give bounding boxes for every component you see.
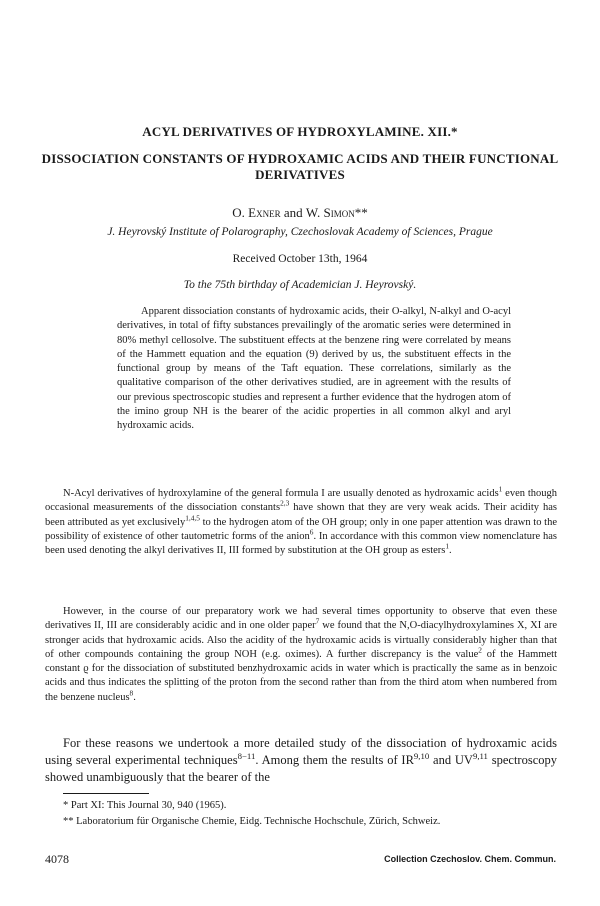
text-run: spectroscopy showed unambiguously that the bearer of the: [45, 753, 557, 784]
article-title-line2: DISSOCIATION CONSTANTS OF HYDROXAMIC ACIDS AND THEIR FUNCTIONAL DERIVATIVES: [41, 151, 559, 182]
authors: [40, 205, 560, 221]
footnote-divider: [63, 793, 149, 794]
dedication: To the 75th birthday of Academician J. Heyrovský.: [183, 279, 417, 291]
author-conjunction: and: [280, 205, 306, 220]
text-run: have shown that they are very weak acids. Their acidity has been attributed as yet exclusively: [45, 502, 557, 528]
journal-name: Collection Czechoslov. Chem. Commun.: [384, 854, 556, 864]
citation: 9,11: [472, 750, 488, 761]
abstract: Apparent dissociation constants of hydroxamic acids, their O-alkyl, N-alkyl and O-acyl derivatives, in total of fifty substances prevailingly of the aromatic series were determined in 80% methyl cellosolve. The substituent effects at the benzene ring were correlated by means of the Hammett equation and the equation (9) derived by us, the substituent effects in the functional group by means of the Taft equation. These correlations, similarly as the qualitative comparison of the other derivatives studied, are in agreement with the results of our previous spectroscopic studies and represent a further evidence that the hydrogen atom of the imino group NH is the bearer of the acidic properties in all common alkyl and aryl hydroxamic acids.: [117, 306, 511, 432]
citation: 2: [478, 645, 482, 655]
text-run: .: [133, 691, 136, 703]
footnote-1: * Part XI: This Journal 30, 940 (1965).: [63, 800, 227, 811]
citation: 2,3: [280, 498, 290, 508]
citation: 1: [445, 541, 450, 551]
text-run: we found that the N,O-diacylhydroxylamines X, XI are stronger acids that hydroxamic acids. Also the acidity of the hydroxamic acids is virtually considerably higher than that of other compounds containing the group NOH (e.g. oximes). A further discrepancy is the value: [45, 620, 557, 660]
text-run: to the hydrogen atom of the OH group; only in one paper attention was drawn to the possibility of existence of other tautometric forms of the anion: [45, 516, 557, 542]
citation: 8: [129, 688, 134, 698]
text-run: . In accordance with this common view nomenclature has been used denoting the alkyl derivatives II, III formed by substitution at the OH group as esters: [45, 530, 557, 557]
text-run: . Among them the results of IR: [255, 753, 414, 767]
citation: 8−11: [237, 750, 256, 761]
text-run: .: [449, 545, 452, 557]
text-run: of the Hammett constant ϱ for the dissociation of substituted benzhydroxamic acids in water which is practically the same as in benzoic acids and thus indicates the splitting of the proton from the second rather than from the third atom when numbered from the benzene nucleus: [45, 648, 557, 703]
text-run: However, in the course of our preparatory work we had several times opportunity to observe that even these derivatives II, III are considerably acidic and in one older paper: [45, 606, 557, 632]
citation: 1: [498, 484, 503, 494]
body-paragraph-3: [45, 735, 557, 786]
citation: 6: [309, 527, 314, 537]
affiliation: J. Heyrovský Institute of Polarography, Czechoslovak Academy of Sciences, Prague: [107, 226, 493, 238]
text-run: For these reasons we undertook a more detailed study of the dissociation of hydroxamic acids using several experimental techniques: [45, 736, 557, 767]
text-run: N-Acyl derivatives of hydroxylamine of the general formula I are usually denoted as hydroxamic acids: [63, 488, 499, 499]
body-paragraph-1: [45, 484, 557, 558]
citation: 7: [315, 616, 320, 626]
citation: 9,10: [413, 750, 430, 761]
body-paragraph-2: [45, 605, 557, 705]
received-date: Received October 13th, 1964: [232, 253, 368, 265]
citation: 1,4,5: [185, 513, 200, 523]
text-run: even though occasional measurements of the dissociation constants: [45, 488, 557, 514]
author-simon: W. Simon**: [305, 205, 368, 220]
text-run: and UV: [429, 753, 473, 767]
footnote-2: ** Laboratorium für Organische Chemie, Eidg. Technische Hochschule, Zürich, Schweiz.: [63, 816, 441, 827]
author-exner: O. Exner: [232, 205, 281, 220]
article-title-line1: ACYL DERIVATIVES OF HYDROXYLAMINE. XII.*: [142, 124, 458, 139]
page-number: 4078: [45, 852, 69, 866]
